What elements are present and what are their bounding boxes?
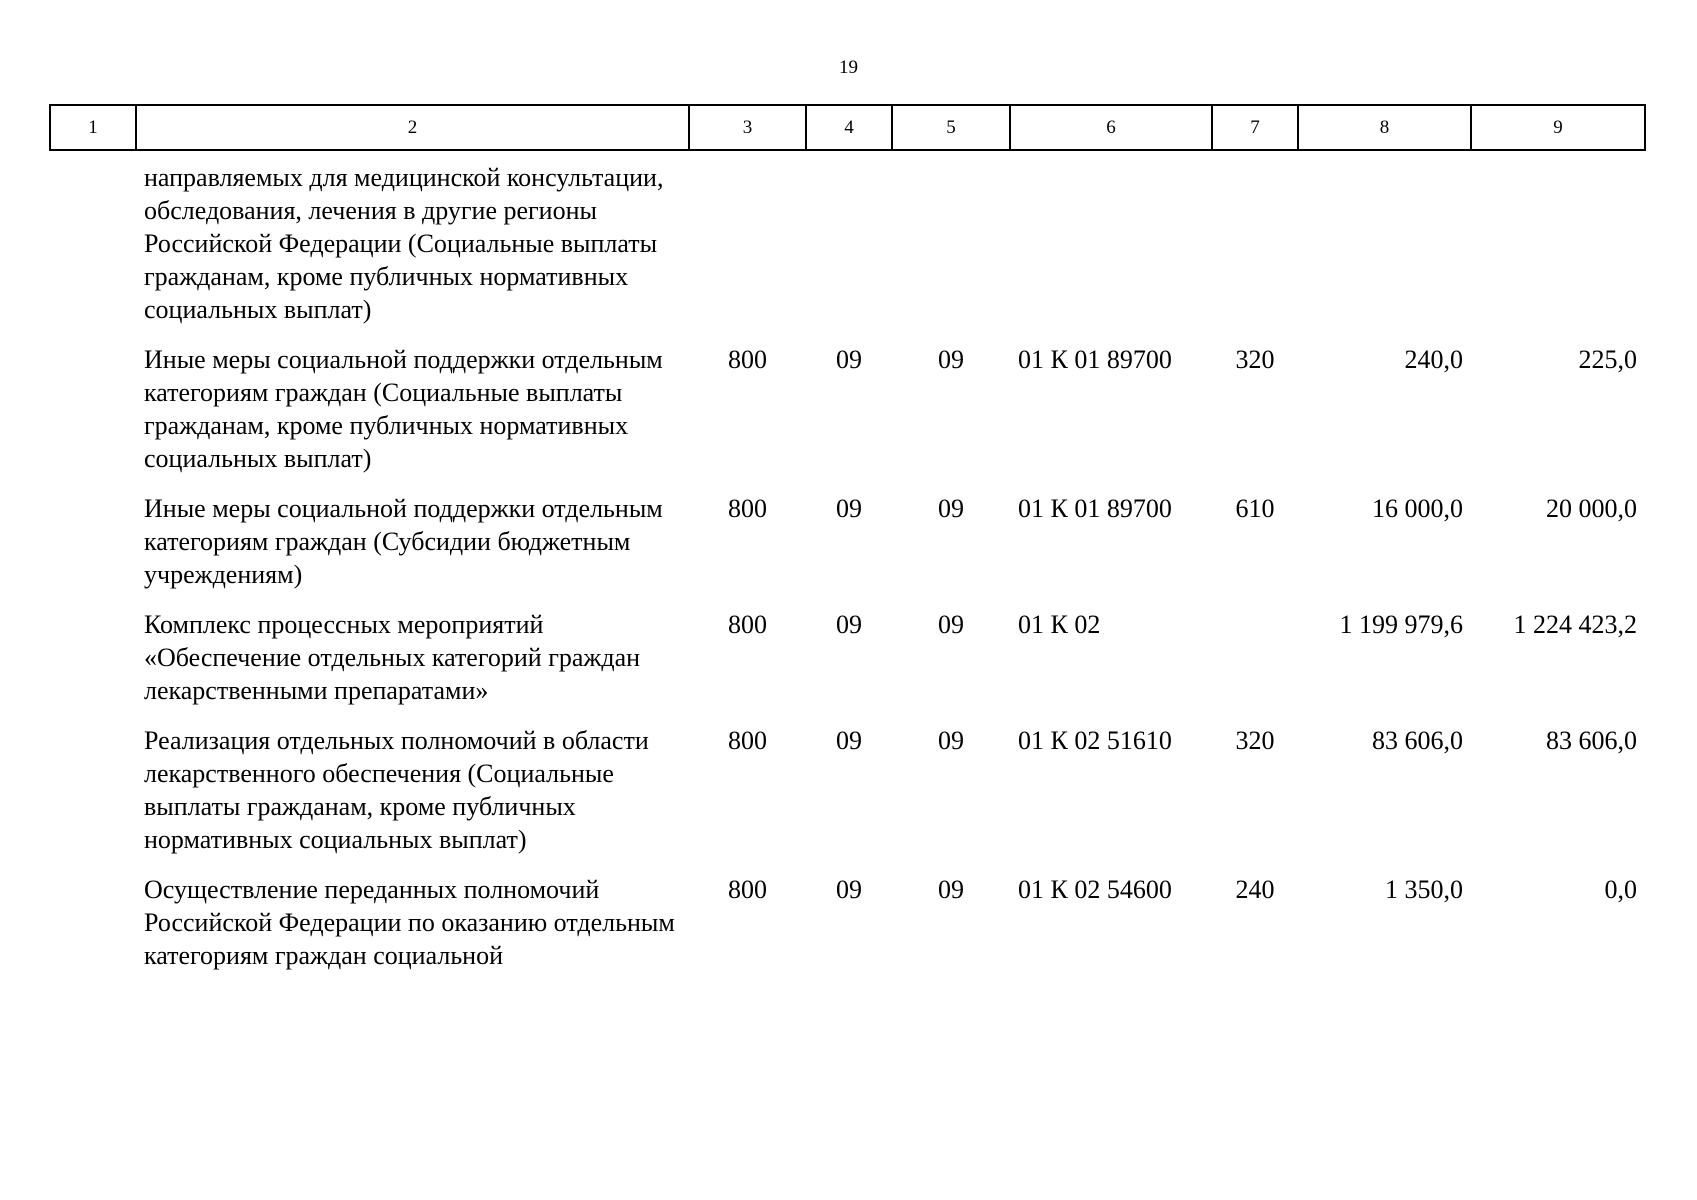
table-row xyxy=(50,150,1645,339)
target-article-code: 01 К 02 51610 xyxy=(1018,726,1172,755)
target-article-code: 01 К 01 89700 xyxy=(1018,494,1172,523)
column-number-1: 1 xyxy=(50,105,136,150)
target-article-code: 01 К 02 54600 xyxy=(1018,875,1172,904)
ministry-code xyxy=(689,150,806,339)
expense-name: Реализация отдельных полномочий в области лекарственного обеспечения (Социальные выплаты гражданам, кроме публичных нормативных социальных выплат) xyxy=(144,726,649,854)
budget-table xyxy=(49,104,1646,985)
row-number-cell xyxy=(50,488,136,604)
ministry-code: 800 xyxy=(728,726,767,755)
expense-type-code: 610 xyxy=(1235,494,1275,523)
expense-type-code xyxy=(1212,150,1298,339)
column-number-3: 3 xyxy=(689,105,806,150)
target-article-code: 01 К 01 89700 xyxy=(1018,345,1172,374)
table-row xyxy=(50,869,1645,985)
table-row xyxy=(50,339,1645,488)
row-number-cell xyxy=(50,604,136,720)
page-number: 19 xyxy=(839,57,858,78)
subsection-code: 09 xyxy=(938,726,964,755)
amount-year-1: 16 000,0 xyxy=(1372,494,1463,523)
table-row xyxy=(50,488,1645,604)
target-article-code: 01 К 02 xyxy=(1018,610,1101,639)
amount-year-1: 1 199 979,6 xyxy=(1339,610,1463,639)
section-code xyxy=(806,150,892,339)
section-code: 09 xyxy=(836,875,862,904)
column-number-8: 8 xyxy=(1298,105,1471,150)
ministry-code: 800 xyxy=(728,345,767,374)
amount-year-1 xyxy=(1298,150,1471,339)
expense-name: направляемых для медицинской консультации, обследования, лечения в другие регионы Российской Федерации (Социальные выплаты гражданам, кроме публичных нормативных социальных выплат) xyxy=(144,163,664,324)
column-number-2: 2 xyxy=(136,105,689,150)
row-number-cell xyxy=(50,150,136,339)
amount-year-2: 83 606,0 xyxy=(1546,726,1637,755)
section-code: 09 xyxy=(836,610,862,639)
column-number-header-row xyxy=(50,105,1645,150)
expense-type-code xyxy=(1212,604,1298,720)
section-code: 09 xyxy=(836,494,862,523)
expense-name: Иные меры социальной поддержки отдельным категориям граждан (Субсидии бюджетным учреждениям) xyxy=(144,494,663,589)
amount-year-2: 0,0 xyxy=(1604,875,1637,904)
amount-year-2 xyxy=(1471,150,1645,339)
row-number-cell xyxy=(50,720,136,869)
amount-year-2: 225,0 xyxy=(1578,345,1637,374)
table-row xyxy=(50,604,1645,720)
expense-type-code: 240 xyxy=(1235,875,1275,904)
expense-type-code: 320 xyxy=(1235,726,1275,755)
section-code: 09 xyxy=(836,726,862,755)
target-article-code xyxy=(1010,150,1212,339)
column-number-5: 5 xyxy=(892,105,1010,150)
amount-year-2: 20 000,0 xyxy=(1546,494,1637,523)
table-row xyxy=(50,720,1645,869)
amount-year-1: 83 606,0 xyxy=(1372,726,1463,755)
subsection-code: 09 xyxy=(938,494,964,523)
ministry-code: 800 xyxy=(728,875,767,904)
column-number-7: 7 xyxy=(1212,105,1298,150)
subsection-code: 09 xyxy=(938,610,964,639)
ministry-code: 800 xyxy=(728,610,767,639)
expense-name: Иные меры социальной поддержки отдельным категориям граждан (Социальные выплаты гражданам, кроме публичных нормативных социальных выплат) xyxy=(144,345,663,473)
column-number-4: 4 xyxy=(806,105,892,150)
ministry-code: 800 xyxy=(728,494,767,523)
expense-type-code: 320 xyxy=(1235,345,1275,374)
section-code: 09 xyxy=(836,345,862,374)
subsection-code: 09 xyxy=(938,345,964,374)
column-number-9: 9 xyxy=(1471,105,1645,150)
amount-year-1: 240,0 xyxy=(1404,345,1463,374)
amount-year-1: 1 350,0 xyxy=(1385,875,1463,904)
amount-year-2: 1 224 423,2 xyxy=(1513,610,1637,639)
subsection-code: 09 xyxy=(938,875,964,904)
column-number-6: 6 xyxy=(1010,105,1212,150)
expense-name: Комплекс процессных мероприятий «Обеспечение отдельных категорий граждан лекарственными препаратами» xyxy=(144,610,641,705)
expense-name: Осуществление переданных полномочий Российской Федерации по оказанию отдельным категориям граждан социальной xyxy=(144,875,675,970)
row-number-cell xyxy=(50,339,136,488)
row-number-cell xyxy=(50,869,136,985)
subsection-code xyxy=(892,150,1010,339)
